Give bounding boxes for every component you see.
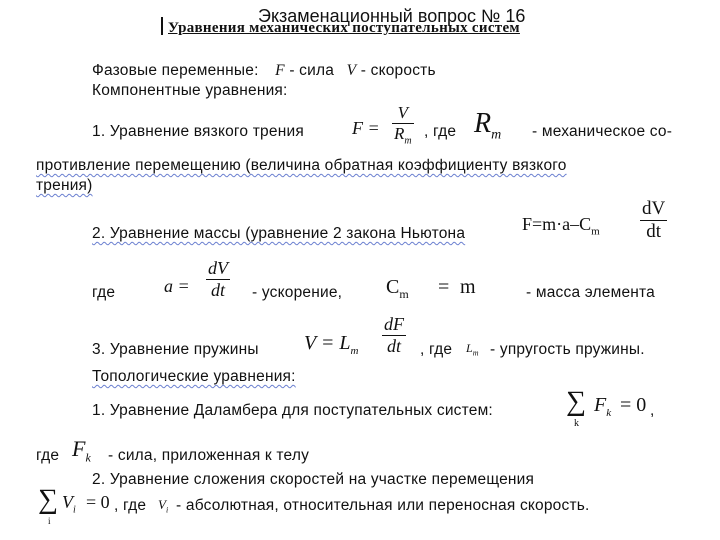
- subtitle: Уравнения механических поступательных систем: [168, 20, 520, 36]
- item1-text: 1. Уравнение вязкого трения: [92, 123, 304, 140]
- topological-header: Топологические уравнения:: [92, 368, 296, 385]
- item1-line3: трения): [36, 177, 93, 194]
- topo2-text: 2. Уравнение сложения скоростей на участке перемещения: [92, 471, 535, 488]
- last-eq: = 0: [86, 492, 110, 512]
- item2-eq: =: [438, 276, 450, 298]
- fk-description: - сила, приложенная к телу: [108, 447, 310, 464]
- item3-denominator: dt: [386, 336, 401, 356]
- fk-symbol: $F_k$: [72, 436, 91, 465]
- question-title: Экзаменационный вопрос № 16: [258, 6, 526, 26]
- last-sum: ∑: [38, 484, 58, 515]
- item3-description: - упругость пружины.: [490, 341, 645, 358]
- topo1-text: 1. Уравнение Даламбера для поступательных систем:: [92, 402, 493, 419]
- item2-numerator: dV: [642, 198, 666, 219]
- item2-cm: $C_m$: [386, 276, 409, 301]
- item2-formula: $F=m\cdot a-C_m$: [522, 214, 600, 238]
- last-where: , где: [114, 497, 147, 514]
- item2-denominator: dt: [646, 221, 661, 242]
- item2-accel-numerator: dV: [208, 258, 228, 278]
- topo1-sum: ∑: [566, 386, 586, 417]
- force-label: - сила: [289, 62, 335, 79]
- item2-accel-lhs: a =: [164, 276, 190, 296]
- item1-line2: противление перемещению (величина обратная коэффициенту вязкого: [36, 157, 567, 174]
- item3-fraction: [382, 314, 406, 357]
- fk-where: где: [36, 447, 60, 464]
- item3-where: , где: [420, 341, 453, 358]
- item2-mass-label: - масса элемента: [526, 284, 655, 301]
- topo1-term: $F_k$: [594, 394, 612, 419]
- item1-description: - механическое со-: [532, 123, 673, 140]
- item2-accel-fraction: [206, 258, 230, 301]
- item2-accel-label: - ускорение,: [252, 284, 343, 301]
- item2-where: где: [92, 284, 116, 301]
- item1-fraction: [392, 103, 414, 146]
- item1-where: , где: [424, 123, 457, 140]
- item3-text: 3. Уравнение пружины: [92, 341, 259, 358]
- item2-m: m: [460, 276, 476, 298]
- speed-label: - скорость: [360, 62, 436, 79]
- component-equations-header: Компонентные уравнения:: [92, 82, 288, 99]
- item2-accel-denominator: dt: [210, 280, 225, 300]
- last-term: $V_i$: [62, 492, 76, 516]
- last-description: - абсолютная, относительная или переносная скорость.: [176, 497, 590, 514]
- title-bar: [161, 17, 163, 35]
- item3-symbol: $L_m$: [466, 341, 479, 358]
- last-symbol: $V_i$: [158, 497, 169, 515]
- topo1-tail: ,: [650, 402, 655, 419]
- phase-variables-line: [92, 62, 436, 80]
- item1-denominator: $R_m$: [394, 124, 412, 147]
- last-sum-index: i: [48, 516, 51, 526]
- phase-variables-label: Фазовые переменные:: [92, 62, 259, 79]
- item2-fraction: [640, 198, 667, 243]
- topo1-sum-index: k: [574, 418, 579, 429]
- item1-symbol: $R_m$: [474, 108, 502, 143]
- item3-lhs: $V = L_m$: [304, 332, 359, 357]
- speed-symbol: V: [346, 62, 357, 79]
- item2-text: 2. Уравнение массы (уравнение 2 закона Ньютона: [92, 225, 466, 242]
- item1-lhs: F =: [352, 118, 380, 138]
- force-symbol: F: [275, 62, 285, 79]
- item1-numerator: V: [392, 103, 414, 124]
- item3-numerator: dF: [384, 314, 404, 334]
- topo1-eq: = 0: [620, 394, 647, 416]
